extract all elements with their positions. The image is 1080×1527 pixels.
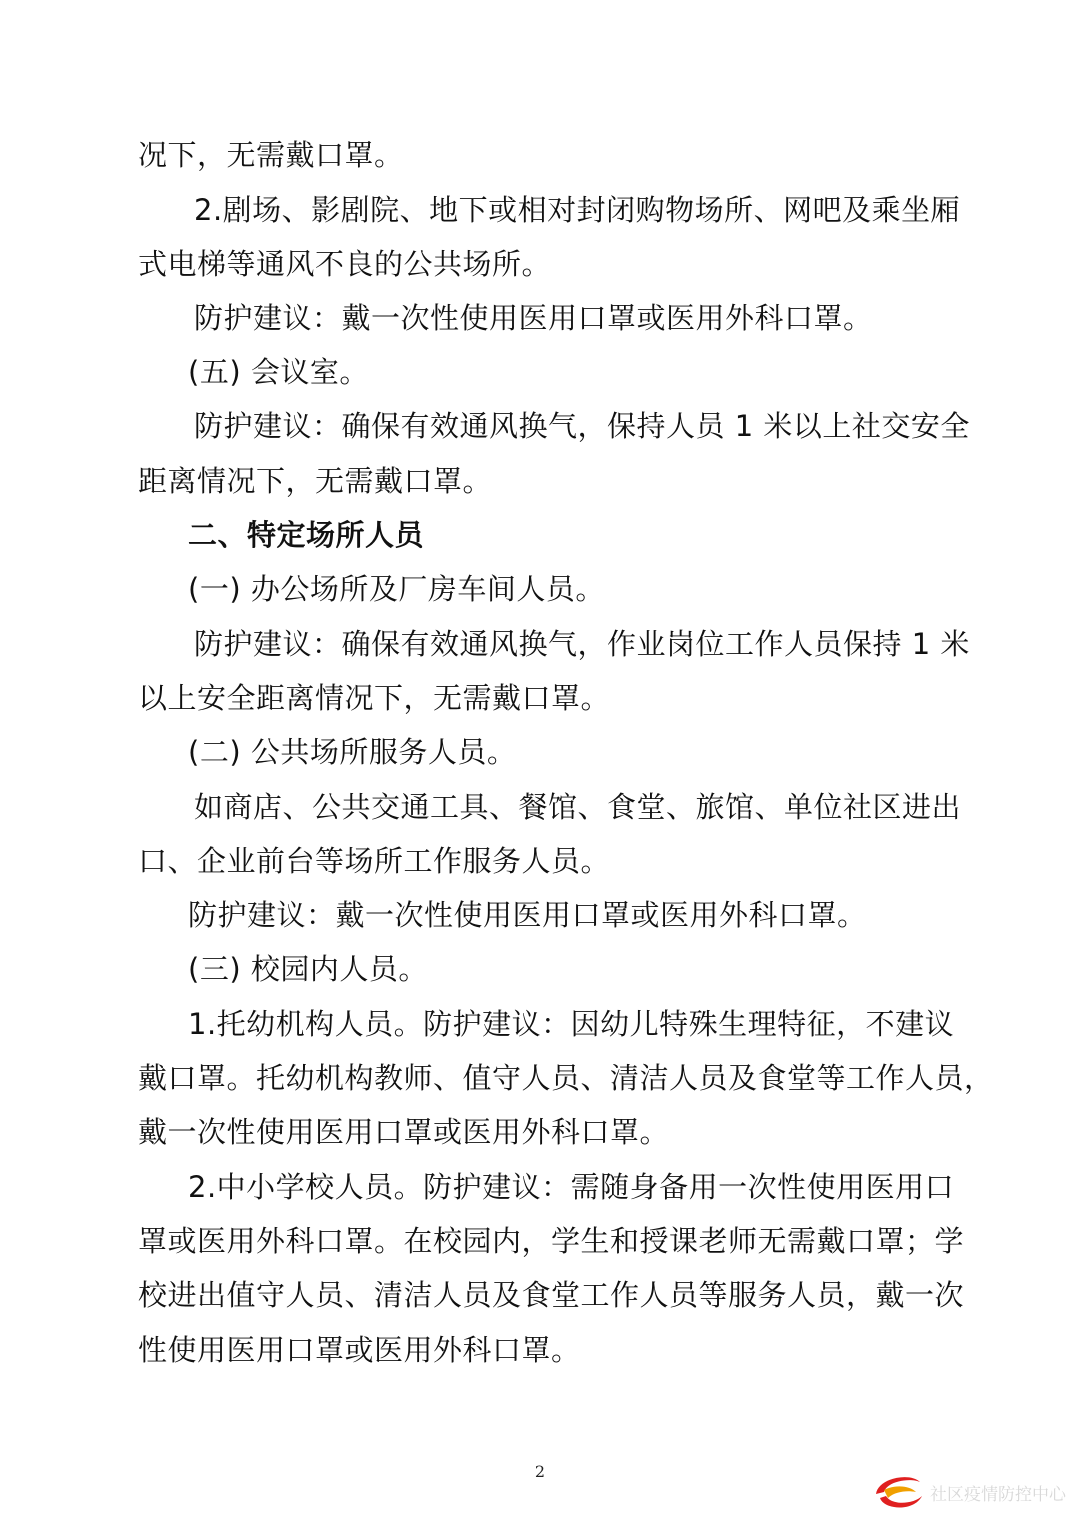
text-line: 防护建议：戴一次性使用医用口罩或医用外科口罩。 — [194, 301, 873, 335]
page-number: 2 — [534, 1462, 546, 1481]
text-line: 如商店、公共交通工具、餐馆、食堂、旅馆、单位社区进出 — [194, 790, 962, 824]
section-heading: (三) 校园内人员。 — [188, 952, 428, 986]
section-heading: (一) 办公场所及厂房车间人员。 — [188, 572, 605, 606]
text-line: 口、企业前台等场所工作服务人员。 — [138, 844, 611, 878]
text-line: 校进出值守人员、清洁人员及食堂工作人员等服务人员，戴一次 — [138, 1278, 965, 1312]
text-line: 1.托幼机构人员。防护建议：因幼儿特殊生理特征，不建议 — [188, 1007, 955, 1041]
text-line: 防护建议：确保有效通风换气，作业岗位工作人员保持 1 米 — [194, 627, 970, 661]
text-line: 性使用医用口罩或医用外科口罩。 — [138, 1333, 581, 1367]
section-heading: (五) 会议室。 — [188, 355, 369, 389]
text-line: 戴一次性使用医用口罩或医用外科口罩。 — [138, 1115, 670, 1149]
text-line: 罩或医用外科口罩。在校园内，学生和授课老师无需戴口罩；学 — [138, 1224, 965, 1258]
watermark-logo-icon — [870, 1470, 926, 1516]
chapter-heading: 二、特定场所人员 — [188, 518, 425, 552]
text-line: 2.中小学校人员。防护建议：需随身备用一次性使用医用口 — [188, 1170, 955, 1204]
section-heading: (二) 公共场所服务人员。 — [188, 735, 517, 769]
text-line: 以上安全距离情况下，无需戴口罩。 — [138, 681, 611, 715]
text-line: 防护建议：戴一次性使用医用口罩或医用外科口罩。 — [188, 898, 867, 932]
watermark-text: 社区疫情防控中心 — [930, 1485, 1066, 1505]
watermark — [870, 1470, 1080, 1520]
text-line: 况下，无需戴口罩。 — [138, 138, 404, 172]
text-line: 2.剧场、影剧院、地下或相对封闭购物场所、网吧及乘坐厢 — [194, 193, 961, 227]
text-line: 戴口罩。托幼机构教师、值守人员、清洁人员及食堂等工作人员， — [138, 1061, 994, 1095]
text-line: 距离情况下，无需戴口罩。 — [138, 464, 493, 498]
text-line: 防护建议：确保有效通风换气，保持人员 1 米以上社交安全 — [194, 409, 970, 443]
text-line: 式电梯等通风不良的公共场所。 — [138, 247, 552, 281]
